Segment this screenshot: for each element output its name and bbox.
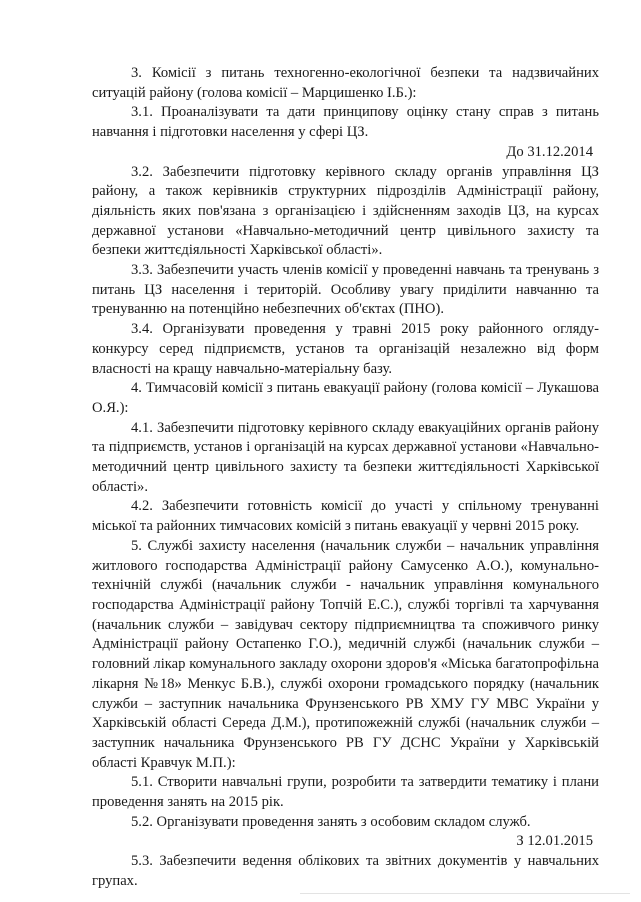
paragraph-3: 3. Комісії з питань техногенно-екологічної безпеки та надзвичайних ситуацій району (голова комісії – Марцишенко І.Б.): xyxy=(92,65,599,101)
paragraph-3-3: 3.3. Забезпечити участь членів комісії у проведенні навчань та тренувань з питань ЦЗ населення і територій. Особливу увагу приділити навчанню та тренуванню на потенційно небезпечних об'єктах (ПНО). xyxy=(92,262,599,318)
paragraph-5-2: 5.2. Організувати проведення занять з особовим складом служб. xyxy=(131,813,531,830)
paragraph-5-3: 5.3. Забезпечити ведення облікових та звітних документів у навчальних групах. xyxy=(92,853,599,889)
paragraph-3-1: 3.1. Проаналізувати та дати принципову оцінку стану справ з питань навчання і підготовки населення у сфері ЦЗ. xyxy=(92,104,599,141)
paragraph-4: 4. Тимчасовій комісії з питань евакуації району (голова комісії – Лукашова О.Я.): xyxy=(92,380,599,416)
paragraph-5-1: 5.1. Створити навчальні групи, розробити та затвердити тематику і плани проведення занять на 2015 рік. xyxy=(92,774,599,811)
paragraph-4-2: 4.2. Забезпечити готовність комісії до участі у спільному тренуванні міської та районних тимчасових комісій з питань евакуації у червні 2015 року. xyxy=(92,498,599,535)
deadline-3-1: До 31.12.2014 xyxy=(506,143,593,160)
deadline-5-2: З 12.01.2015 xyxy=(516,833,593,850)
document-body xyxy=(92,64,599,892)
paragraph-5: 5. Службі захисту населення (начальник служби – начальник управління житлового господарства Адміністрації району Самусенко А.О.), комунально-технічній службі (начальник служби - начальник управління комунального господарства Адміністрації району Топчій Е.С.), службі торгівлі та харчування (начальник служби – завідувач сектору підприємництва та споживчого ринку Адміністрації району Остапенко Г.О.), медичній службі (начальник служби – головний лікар комунального закладу охорони здоров'я «Міська багатопрофільна лікарня №18» Менкус Б.В.), службі охорони громадського порядку (начальник служби – заступник начальника Фрунзенського РВ ХМУ ГУ МВС України у Харківській області Середа Д.М.), протипожежній службі (начальник служби – заступник начальника Фрунзенського РВ ГУ ДСНС України у Харківській області Кравчук М.П.): xyxy=(92,537,599,771)
paragraph-3-2: 3.2. Забезпечити підготовку керівного складу органів управління ЦЗ району, а також керівників структурних підрозділів Адміністрації району, діяльність яких пов'язана з організацією і здійсненням заходів ЦЗ, на курсах державної установи «Навчально-методичний центр цивільного захисту та безпеки життєдіяльності Харківської області». xyxy=(92,163,599,259)
paragraph-3-4: 3.4. Організувати проведення у травні 2015 року районного огляду-конкурсу серед підприємств, установ та організацій незалежно від форм власності на кращу навчально-матеріальну базу. xyxy=(92,321,599,377)
scan-edge-line xyxy=(300,893,630,894)
paragraph-4-1: 4.1. Забезпечити підготовку керівного складу евакуаційних органів району та підприємств, установ і організацій на курсах державної установи «Навчально-методичний центр цивільного захисту та безпеки життєдіяльності Харківської області». xyxy=(92,419,599,495)
